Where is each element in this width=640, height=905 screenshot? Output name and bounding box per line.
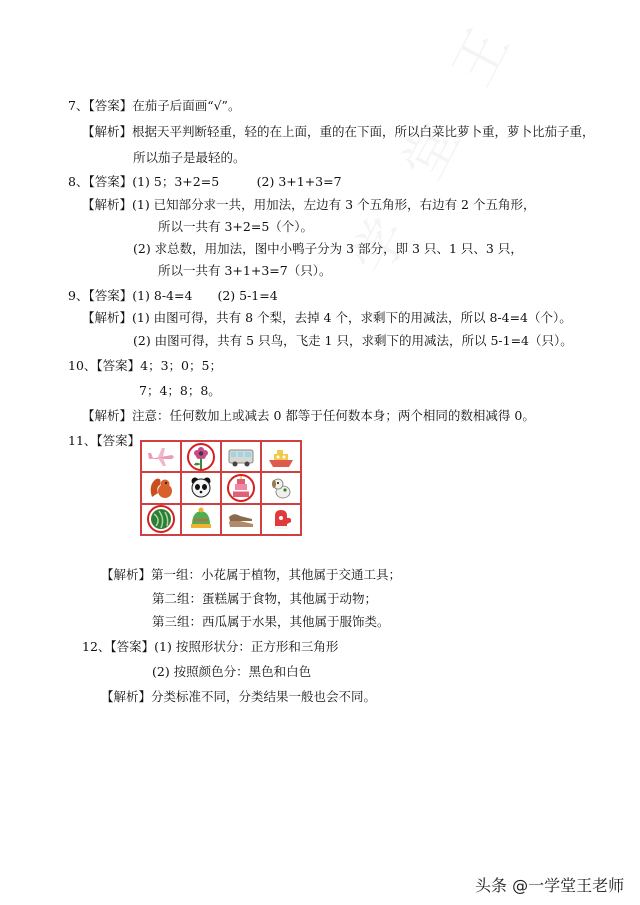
q7-answer: 7、【答案】在茄子后面画“√”。 xyxy=(68,98,241,113)
boat-icon xyxy=(266,444,296,470)
q8-explain-1: 【解析】(1) 已知部分求一共，用加法，左边有 3 个五角形，右边有 2 个五角形， xyxy=(82,197,536,212)
q8-explain-3: (2) 求总数，用加法，图中小鸭子分为 3 部分，即 3 只、1 只、3 只， xyxy=(133,241,523,256)
dog-icon xyxy=(266,475,296,501)
q10-explain: 【解析】注意：任何数加上或减去 0 都等于任何数本身；两个相同的数相减得 0。 xyxy=(82,408,535,423)
q10-answer-2: 7；4；8；8。 xyxy=(139,383,221,398)
glove-icon xyxy=(266,506,296,532)
grid-cell xyxy=(141,441,181,472)
airplane-icon xyxy=(146,444,176,470)
q12-answer-1: 12、【答案】(1) 按照形状分：正方形和三角形 xyxy=(82,639,339,654)
q9-explain-1: 【解析】(1) 由图可得，共有 8 个梨，去掉 4 个，求剩下的用减法，所以 8-4=4（个）。 xyxy=(82,310,572,325)
grid-cell xyxy=(261,504,301,535)
grid-cell xyxy=(261,472,301,503)
q11-answer: 11、【答案】 xyxy=(68,433,141,448)
classification-picture-grid xyxy=(140,440,302,536)
q8-explain-4: 所以一共有 3+1+3=7（只）。 xyxy=(158,263,332,278)
grid-cell xyxy=(261,441,301,472)
grid-cell xyxy=(181,472,221,503)
grid-cell xyxy=(141,472,181,503)
panda-icon xyxy=(186,475,216,501)
grid-cell xyxy=(181,441,221,472)
hat-icon xyxy=(186,506,216,532)
q7-explain-2: 所以茄子是最轻的。 xyxy=(133,150,246,165)
grid-cell xyxy=(221,441,261,472)
answer-circle xyxy=(227,474,255,502)
squirrel-icon xyxy=(146,475,176,501)
q11-explain-1: 【解析】第一组：小花属于植物，其他属于交通工具； xyxy=(101,567,402,582)
footer-credit: 头条 @一学堂王老师 xyxy=(475,876,625,895)
answer-circle xyxy=(187,443,215,471)
bus-icon xyxy=(226,444,256,470)
q9-answer: 9、【答案】(1) 8-4=4 (2) 5-1=4 xyxy=(68,288,278,303)
grid-cell xyxy=(181,504,221,535)
q10-answer-1: 10、【答案】4；3；0；5； xyxy=(68,358,222,373)
grid-cell xyxy=(221,504,261,535)
q12-answer-2: (2) 按照颜色分：黑色和白色 xyxy=(152,664,312,679)
q7-explain-1: 【解析】根据天平判断轻重，轻的在上面，重的在下面，所以白菜比萝卜重，萝卜比茄子重， xyxy=(82,124,595,139)
grid-cell xyxy=(141,504,181,535)
q8-answer: 8、【答案】(1) 5；3+2=5 (2) 3+1+3=7 xyxy=(68,174,342,189)
q8-explain-2: 所以一共有 3+2=5（个）。 xyxy=(158,219,314,234)
q11-explain-2: 第二组：蛋糕属于食物，其他属于动物； xyxy=(152,591,378,606)
q12-explain: 【解析】分类标准不同，分类结果一般也会不同。 xyxy=(101,689,377,704)
grid-cell xyxy=(221,472,261,503)
shoe-icon xyxy=(226,506,256,532)
q11-explain-3: 第三组：西瓜属于水果，其他属于服饰类。 xyxy=(152,614,390,629)
q9-explain-2: (2) 由图可得，共有 5 只鸟，飞走 1 只，求剩下的用减法，所以 5-1=4（只）。 xyxy=(133,333,573,348)
